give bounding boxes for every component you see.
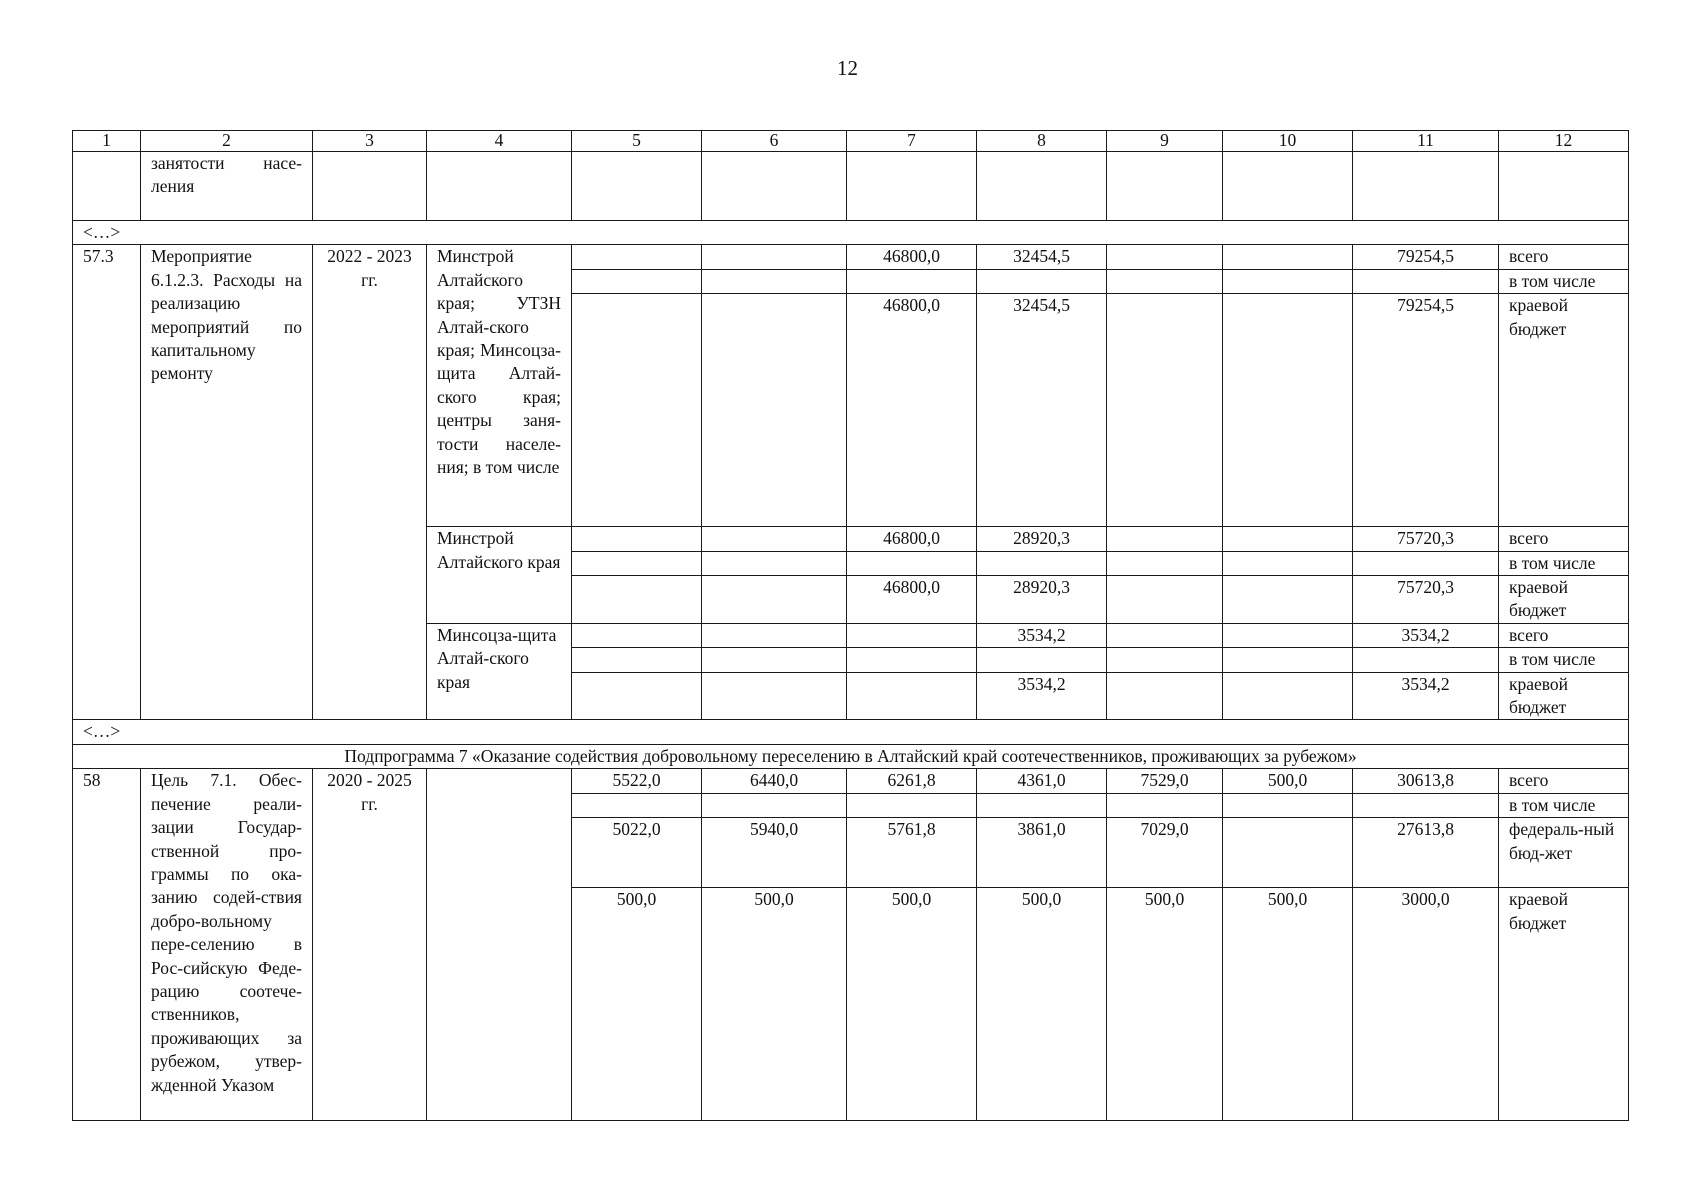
activity-name: Мероприятие 6.1.2.3. Расходы на реализацию мероприятий по капитальному ремонту	[141, 245, 313, 720]
value-cell: 3534,2	[1353, 672, 1499, 720]
column-number: 6	[702, 131, 847, 152]
column-number: 1	[73, 131, 141, 152]
value-cell: 27613,8	[1353, 818, 1499, 888]
funding-source: всего	[1499, 769, 1629, 793]
funding-source: федераль-ный бюд-жет	[1499, 818, 1629, 888]
omission-row	[73, 720, 1629, 744]
value-cell: 28920,3	[977, 576, 1107, 624]
row-number: 58	[73, 769, 141, 1121]
executor: Минстрой Алтайского края	[427, 527, 572, 624]
value-cell: 500,0	[1223, 888, 1353, 1121]
value-cell: 5022,0	[572, 818, 702, 888]
budget-table	[72, 130, 1629, 1121]
value-cell: 79254,5	[1353, 245, 1499, 269]
value-cell: 500,0	[1223, 769, 1353, 793]
funding-source: краевой бюджет	[1499, 672, 1629, 720]
value-cell: 5940,0	[702, 818, 847, 888]
page-number: 12	[837, 56, 858, 80]
column-number: 10	[1223, 131, 1353, 152]
funding-source: краевой бюджет	[1499, 576, 1629, 624]
column-number: 4	[427, 131, 572, 152]
value-cell: 5761,8	[847, 818, 977, 888]
value-cell: 46800,0	[847, 294, 977, 527]
executors: Минстрой Алтайского края; УТЗН Алтай-ского края; Минсоцза-щита Алтай-ского края; центры заня-тости населе-ния; в том числе	[427, 245, 572, 527]
column-number: 11	[1353, 131, 1499, 152]
omission-mark: <…>	[73, 720, 1629, 744]
period: 2022 - 2023 гг.	[313, 245, 427, 720]
funding-source: краевой бюджет	[1499, 888, 1629, 1121]
executor: Минсоцза-щита Алтай-ского края	[427, 623, 572, 720]
value-cell: 32454,5	[977, 294, 1107, 527]
value-cell: 3000,0	[1353, 888, 1499, 1121]
value-cell: 30613,8	[1353, 769, 1499, 793]
column-number: 9	[1107, 131, 1223, 152]
period: 2020 - 2025 гг.	[313, 769, 427, 1121]
funding-source: в том числе	[1499, 648, 1629, 672]
value-cell: 3534,2	[977, 672, 1107, 720]
value-cell: 28920,3	[977, 527, 1107, 551]
column-number: 5	[572, 131, 702, 152]
value-cell: 5522,0	[572, 769, 702, 793]
value-cell: 46800,0	[847, 576, 977, 624]
funding-source: в том числе	[1499, 269, 1629, 293]
funding-source: всего	[1499, 245, 1629, 269]
value-cell: 500,0	[847, 888, 977, 1121]
column-number-row	[73, 131, 1629, 152]
value-cell: 500,0	[572, 888, 702, 1121]
value-cell: 46800,0	[847, 527, 977, 551]
column-number: 12	[1499, 131, 1629, 152]
value-cell: 32454,5	[977, 245, 1107, 269]
value-cell: 6261,8	[847, 769, 977, 793]
subprogram-row	[73, 744, 1629, 768]
value-cell: 3534,2	[977, 623, 1107, 647]
value-cell: 3534,2	[1353, 623, 1499, 647]
column-number: 3	[313, 131, 427, 152]
table-row	[73, 769, 1629, 793]
column-number: 7	[847, 131, 977, 152]
value-cell: 75720,3	[1353, 527, 1499, 551]
funding-source: всего	[1499, 623, 1629, 647]
value-cell: 7029,0	[1107, 818, 1223, 888]
omission-mark: <…>	[73, 221, 1629, 245]
omission-row	[73, 221, 1629, 245]
value-cell: 4361,0	[977, 769, 1107, 793]
executors	[427, 769, 572, 1121]
value-cell: 46800,0	[847, 245, 977, 269]
activity-name: занятости насе-ления	[141, 152, 313, 221]
value-cell: 75720,3	[1353, 576, 1499, 624]
funding-source: в том числе	[1499, 793, 1629, 817]
goal-name: Цель 7.1. Обес-печение реали-зации Государ-ственной про-граммы по ока-занию содей-ствия добро-вольному пере-селению в Рос-сийскую Феде-рацию соотече-ственников, проживающих за рубежом, утвер-жденной Указом	[141, 769, 313, 1121]
value-cell: 3861,0	[977, 818, 1107, 888]
value-cell: 500,0	[977, 888, 1107, 1121]
value-cell: 500,0	[702, 888, 847, 1121]
column-number: 2	[141, 131, 313, 152]
value-cell: 6440,0	[702, 769, 847, 793]
value-cell: 79254,5	[1353, 294, 1499, 527]
subprogram-title: Подпрограмма 7 «Оказание содействия добровольному переселению в Алтайский край соотечественников, проживающих за рубежом»	[73, 744, 1629, 768]
table-row	[73, 152, 1629, 221]
value-cell: 7529,0	[1107, 769, 1223, 793]
column-number: 8	[977, 131, 1107, 152]
funding-source: в том числе	[1499, 551, 1629, 575]
row-number: 57.3	[73, 245, 141, 720]
funding-source: всего	[1499, 527, 1629, 551]
funding-source: краевой бюджет	[1499, 294, 1629, 527]
table-row	[73, 245, 1629, 269]
value-cell: 500,0	[1107, 888, 1223, 1121]
